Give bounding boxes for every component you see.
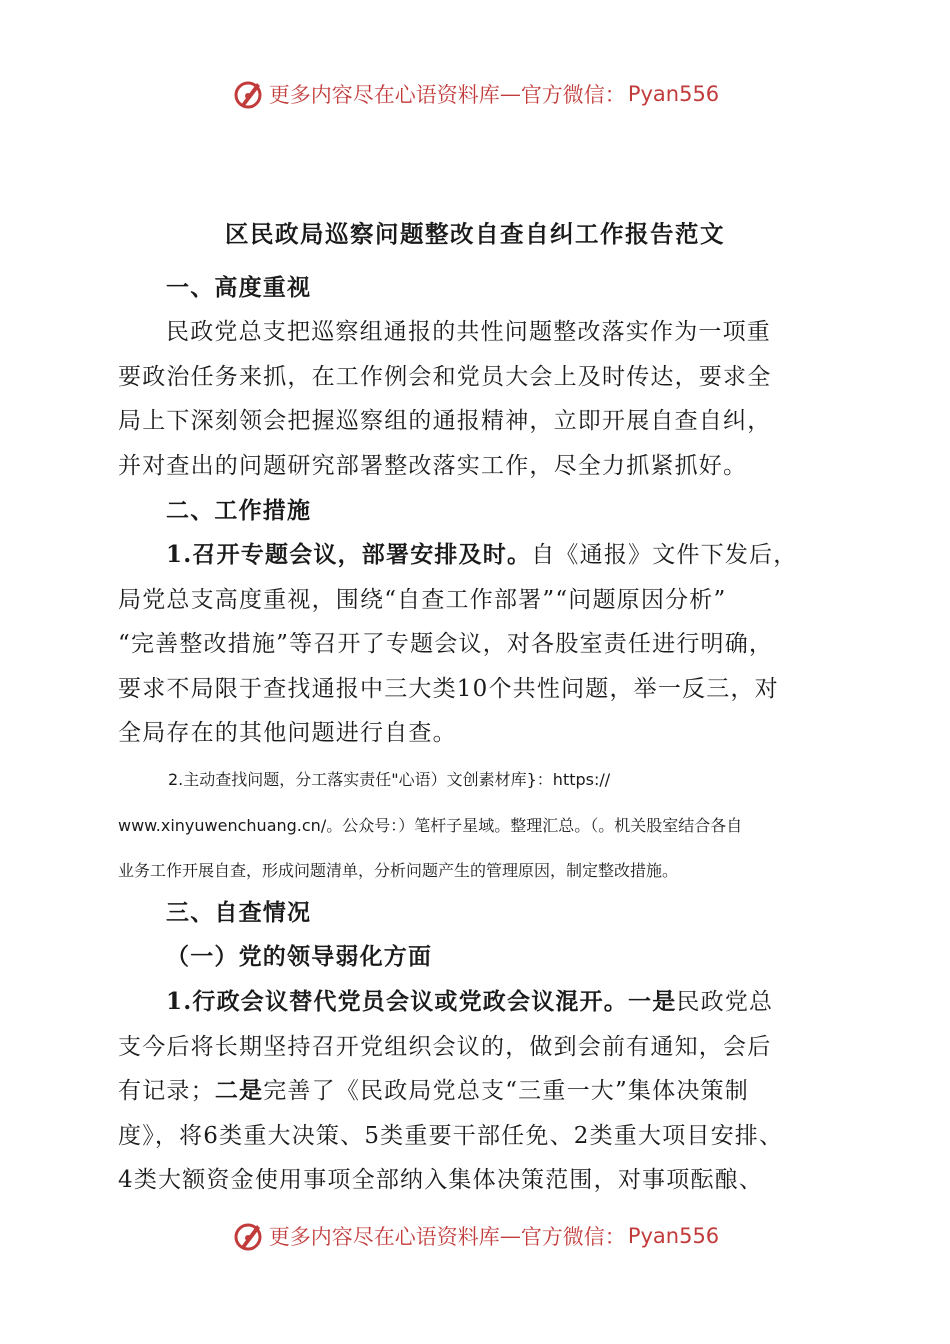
emphasis-text: 一是 [628,988,677,1015]
section-3-heading: 三、自查情况 [166,899,312,926]
section-1-heading: 一、高度重视 [166,274,312,301]
watermark-handle: Pyan556 [627,1224,720,1248]
watermark-contact: 官方微信： [520,1225,626,1249]
paragraph-line: 度》，将6类重大决策、5类重要干部任免、2类重大项目安排、 [118,1123,784,1149]
emphasis-text: 二是 [214,1077,264,1104]
paragraph-line [166,986,773,1018]
paragraph-line: 4类大额资金使用事项全部纳入集体决策范围，对事项酝酿、 [118,1167,764,1193]
paragraph-line: 局党总支高度重视，围绕“自查工作部署”“问题原因分析” [118,587,727,613]
item-text: 民政党总 [676,989,774,1015]
watermark-text: 更多内容尽在心语资料库 [268,83,500,107]
watermark-banner-top [0,72,950,116]
section-2-heading: 二、工作措施 [166,497,312,524]
document-title: 区民政局巡察问题整改自查自纠工作报告范文 [225,220,725,248]
paragraph-line: 局上下深刻领会把握巡察组的通报精神，立即开展自查自纠， [118,408,772,434]
pen-circle-logo-icon [231,77,265,111]
watermark-separator: — [499,82,521,106]
item-text: 自《通报》文件下发后， [531,542,798,568]
item-heading: 1.召开专题会议，部署安排及时。 [166,541,532,568]
watermark-separator: — [499,1224,521,1248]
small-paragraph-line: 业务工作开展自查，形成问题清单，分析问题产生的管理原因，制定整改措施。 [118,861,679,880]
small-paragraph-line: www.xinyuwenchuang.cn/。公众号：）笔杆子星域。整理汇总。（。机关股室结合各自 [118,816,743,835]
small-paragraph-line: 2.主动查找问题，分工落实责任"心语）文创素材库}：https:// [168,770,611,789]
paragraph-line [118,1075,749,1107]
paragraph-line: 要求不局限于查找通报中三大类10个共性问题，举一反三，对 [118,676,779,702]
pen-circle-logo-icon [231,1219,265,1253]
item-heading: 1.行政会议替代党员会议或党政会议混开。 [166,988,629,1015]
watermark-text: 更多内容尽在心语资料库 [268,1225,500,1249]
paragraph-line: “完善整改措施”等召开了专题会议，对各股室责任进行明确， [118,631,774,657]
watermark-contact: 官方微信： [520,83,626,107]
paragraph-line: 民政党总支把巡察组通报的共性问题整改落实作为一项重 [166,319,771,345]
watermark-banner-bottom [0,1214,950,1258]
paragraph-line: 支今后将长期坚持召开党组织会议的，做到会前有通知，会后 [118,1034,772,1060]
paragraph-line: 要政治任务来抓，在工作例会和党员大会上及时传达，要求全 [118,364,772,390]
paragraph-line: 并对查出的问题研究部署整改落实工作，尽全力抓紧抓好。 [118,453,748,479]
paragraph-line: 全局存在的其他问题进行自查。 [118,720,457,746]
subsection-heading: （一）党的领导弱化方面 [166,943,433,970]
item-text: 完善了《民政局党总支“三重一大”集体决策制 [263,1078,749,1104]
paragraph-line [166,539,797,571]
item-text: 有记录； [118,1078,215,1104]
watermark-handle: Pyan556 [627,82,720,106]
